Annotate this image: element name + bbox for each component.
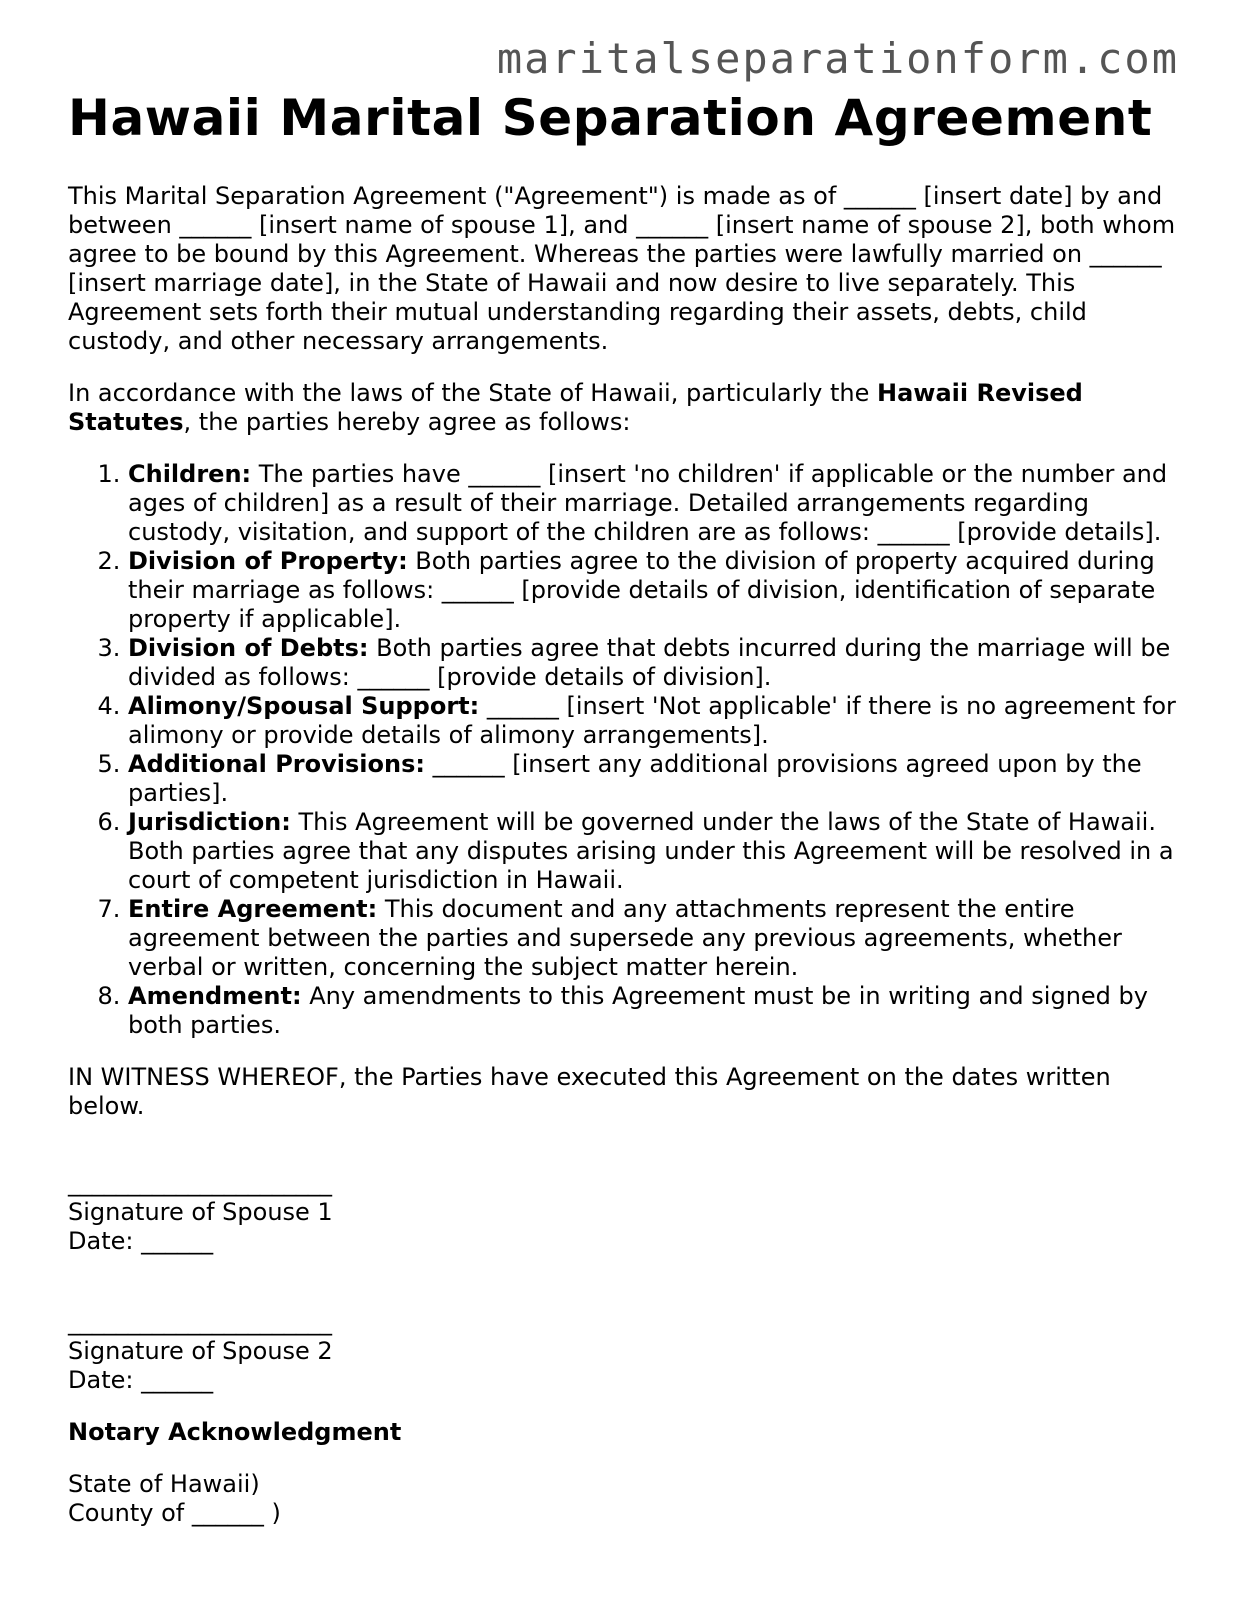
term-division-of-debts <box>128 634 1176 692</box>
term-text: Both parties agree to the division of property acquired during their marriage as follows: ______ [provide details of division, identification of separate property if applicable]. <box>128 547 1156 633</box>
notary-heading: Notary Acknowledgment <box>68 1418 402 1446</box>
term-text: The parties have ______ [insert 'no children' if applicable or the number and ages of children] as a result of their marriage. Detailed arrangements regarding custody, visitation, and support of the children are as follows: ______ [provide details]. <box>128 460 1168 546</box>
signature-line: ______________________ <box>68 1308 332 1336</box>
term-text: This document and any attachments represent the entire agreement between the parties and supersede any previous agreements, whether verbal or written, concerning the subject matter herein. <box>128 895 1122 981</box>
term-text: Both parties agree that debts incurred during the marriage will be divided as follows: ______ [provide details of division]. <box>128 634 1171 691</box>
term-heading: Division of Debts: <box>128 634 369 662</box>
signature-label: Signature of Spouse 2 <box>68 1337 333 1365</box>
signature-block-spouse-2 <box>68 1308 1176 1395</box>
signature-line: ______________________ <box>68 1169 332 1197</box>
term-text: ______ [insert 'Not applicable' if there is no agreement for alimony or provide details of alimony arrangements]. <box>128 692 1176 749</box>
page-title: Hawaii Marital Separation Agreement <box>68 89 1153 147</box>
document-page <box>68 88 1176 1528</box>
term-heading: Children: <box>128 460 252 488</box>
term-heading: Alimony/Spousal Support: <box>128 692 480 720</box>
signature-date: Date: ______ <box>68 1227 214 1255</box>
term-children <box>128 460 1176 547</box>
term-heading: Jurisdiction: <box>128 808 291 836</box>
term-heading: Entire Agreement: <box>128 895 378 923</box>
notary-county: County of ______ ) <box>68 1499 281 1527</box>
term-jurisdiction <box>128 808 1176 895</box>
signature-block-spouse-1 <box>68 1169 1176 1256</box>
term-alimony <box>128 692 1176 750</box>
signature-date: Date: ______ <box>68 1366 214 1394</box>
agreement-terms-list <box>68 460 1176 1040</box>
term-text: ______ [insert any additional provisions agreed upon by the parties]. <box>128 750 1142 807</box>
accordance-text-after: , the parties hereby agree as follows: <box>183 408 631 436</box>
term-additional-provisions <box>128 750 1176 808</box>
accordance-paragraph <box>68 379 1176 437</box>
term-heading: Amendment: <box>128 982 302 1010</box>
signature-label: Signature of Spouse 1 <box>68 1198 333 1226</box>
statutes-reference: Hawaii Revised Statutes <box>68 379 1083 436</box>
term-text: This Agreement will be governed under the laws of the State of Hawaii. Both parties agree that any disputes arising under this Agreement will be resolved in a court of competent jurisdiction in Hawaii. <box>128 808 1174 894</box>
intro-paragraph: This Marital Separation Agreement ("Agreement") is made as of ______ [insert date] by and between ______ [insert name of spouse 1], and ______ [insert name of spouse 2], both whom agree to be bound by this Agreement. Whereas the parties were lawfully married on ______ [insert marriage date], in the State of Hawaii and now desire to live separately. This Agreement sets forth their mutual understanding regarding their assets, debts, child custody, and other necessary arrangements. <box>68 182 1176 355</box>
term-heading: Additional Provisions: <box>128 750 425 778</box>
term-amendment <box>128 982 1176 1040</box>
term-heading: Division of Property: <box>128 547 408 575</box>
notary-state: State of Hawaii) <box>68 1470 260 1498</box>
term-division-of-property <box>128 547 1176 634</box>
site-watermark: maritalseparationform.com <box>496 34 1179 83</box>
notary-venue <box>68 1470 1176 1528</box>
term-entire-agreement <box>128 895 1176 982</box>
accordance-text-before: In accordance with the laws of the State of Hawaii, particularly the <box>68 379 878 407</box>
term-text: Any amendments to this Agreement must be in writing and signed by both parties. <box>128 982 1148 1039</box>
witness-paragraph: IN WITNESS WHEREOF, the Parties have executed this Agreement on the dates written below. <box>68 1063 1111 1120</box>
